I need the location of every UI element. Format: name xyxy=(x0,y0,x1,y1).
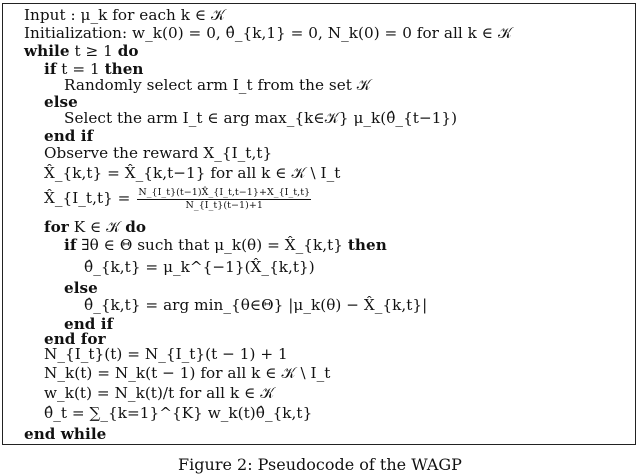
end-if-line: end if xyxy=(64,315,114,333)
fraction-denominator: N_{I_t}(t−1)+1 xyxy=(185,199,263,211)
end-if-line: end if xyxy=(44,127,94,145)
theta-argmin-line: θ̂_{k,t} = arg min_{θ∈Θ} |μ_k(θ) − X̂_{k,t}| xyxy=(84,296,428,314)
then-keyword: then xyxy=(104,60,144,78)
update-n-k-line: N_k(t) = N_k(t − 1) for all k ∈ 𝒦 \ I_t xyxy=(44,364,331,382)
do-keyword: do xyxy=(117,42,139,60)
select-argmax-line: Select the arm I_t ∈ arg max_{k∈𝒦} μ_k(θ̂_{t−1}) xyxy=(64,109,458,127)
update-n-it-line: N_{I_t}(t) = N_{I_t}(t − 1) + 1 xyxy=(44,345,288,363)
fraction xyxy=(137,188,311,211)
else-line: else xyxy=(44,93,78,111)
if-line xyxy=(44,61,144,77)
while-condition: t ≥ 1 xyxy=(69,42,118,60)
update-xhat-it-line xyxy=(44,186,311,211)
update-weights-line: w_k(t) = N_k(t)/t for all k ∈ 𝒦 xyxy=(44,384,275,402)
for-condition: K ∈ 𝒦 xyxy=(68,218,126,236)
if-exists-line xyxy=(64,237,387,253)
if-condition: t = 1 xyxy=(56,60,105,78)
then-keyword: then xyxy=(347,236,387,254)
update-xhat-line: X̂_{k,t} = X̂_{k,t−1} for all k ∈ 𝒦 \ I_t xyxy=(44,164,341,182)
while-keyword: while xyxy=(24,42,70,60)
else-line: else xyxy=(64,279,98,297)
theta-inverse-line: θ̂_{k,t} = μ_k^{−1}(X̂_{k,t}) xyxy=(84,258,315,276)
if-keyword: if xyxy=(64,236,77,254)
do-keyword: do xyxy=(125,218,147,236)
input-line: Input : μ_k for each k ∈ 𝒦 xyxy=(24,6,226,24)
fraction-lhs: X̂_{I_t,t} = xyxy=(44,189,136,207)
initialization-line: Initialization: w_k(0) = 0, θ̂_{k,1} = 0, N_k(0) = 0 for all k ∈ 𝒦 xyxy=(24,24,513,42)
if-exists-condition: ∃θ ∈ Θ such that μ_k(θ) = X̂_{k,t} xyxy=(76,236,348,254)
observe-reward-line: Observe the reward X_{I_t,t} xyxy=(44,144,273,162)
if-keyword: if xyxy=(44,60,57,78)
theta-average-line: θ̂_t = ∑_{k=1}^{K} w_k(t)θ̂_{k,t} xyxy=(44,404,313,422)
while-line xyxy=(24,43,139,59)
for-keyword: for xyxy=(44,218,69,236)
caption-area xyxy=(0,455,640,474)
for-line xyxy=(44,219,146,235)
end-while-line: end while xyxy=(24,425,107,443)
figure-caption: Figure 2: Pseudocode of the WAGP xyxy=(178,455,462,474)
end-for-line: end for xyxy=(44,330,106,348)
random-select-line: Randomly select arm I_t from the set 𝒦 xyxy=(64,76,371,94)
fraction-numerator: N_{I_t}(t−1)X̂_{I_t,t−1}+X_{I_t,t} xyxy=(138,186,311,198)
